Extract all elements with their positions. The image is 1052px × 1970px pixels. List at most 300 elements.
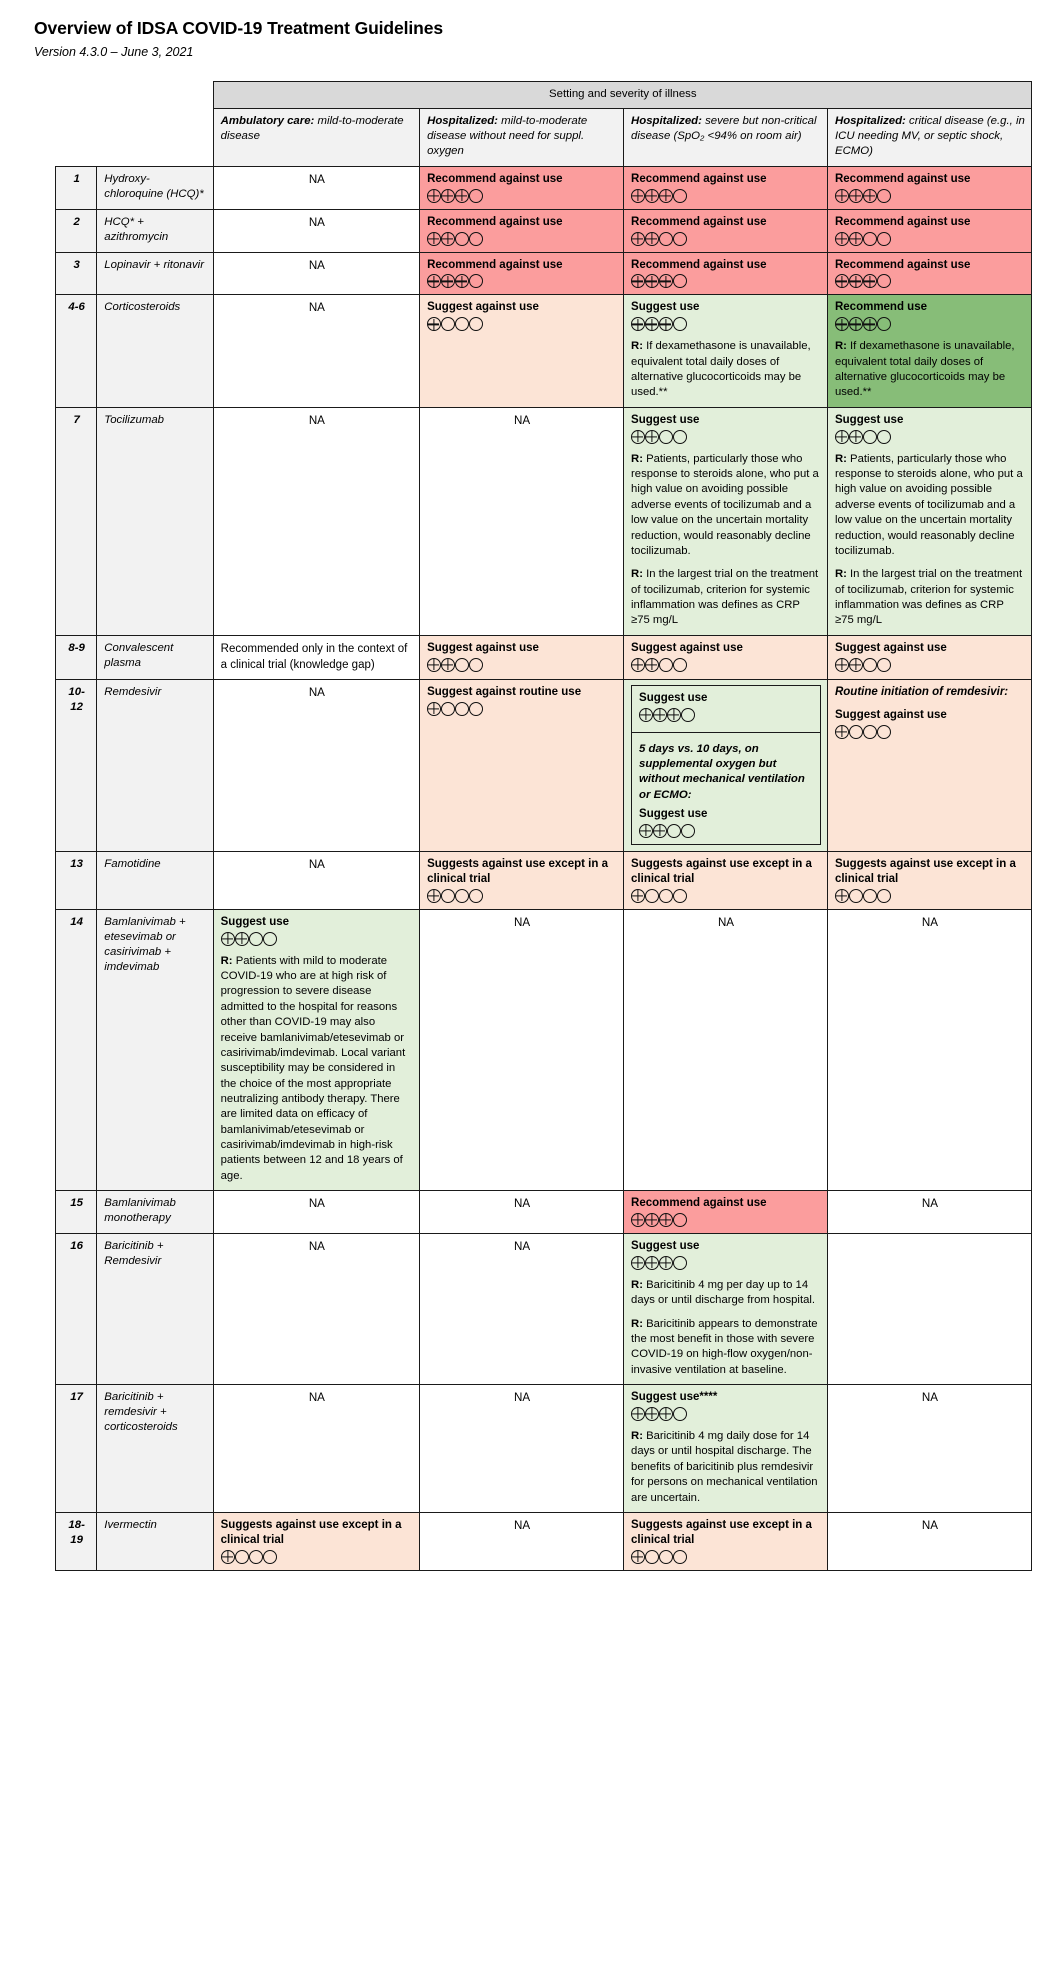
row-drug-name: Ivermectin: [97, 1512, 213, 1570]
certainty-circle: [877, 658, 891, 672]
certainty-circle: [835, 317, 849, 331]
certainty-rating: [835, 725, 1025, 739]
cell-hospitalized-severe: [624, 209, 828, 252]
certainty-circle: [659, 430, 673, 444]
certainty-rating: [639, 824, 814, 838]
row-drug-name: Hydroxy-chloroquine (HCQ)*: [97, 166, 213, 209]
certainty-circle: [631, 430, 645, 444]
certainty-circle: [835, 430, 849, 444]
certainty-rating: [427, 274, 617, 288]
recommendation-label: Suggest against use: [834, 641, 947, 654]
certainty-circle: [645, 274, 659, 288]
cell-hospitalized-severe: [624, 1512, 828, 1570]
table-row: [56, 295, 1032, 407]
cell-hospitalized-mild: [420, 1234, 624, 1385]
certainty-circle: [631, 232, 645, 246]
table-row: [56, 1234, 1032, 1385]
split-cell-top: [632, 685, 821, 732]
cell-hospitalized-mild: [420, 407, 624, 635]
certainty-circle: [645, 430, 659, 444]
certainty-circle: [441, 702, 455, 716]
cell-hospitalized-critical: [827, 909, 1031, 1190]
certainty-circle: [631, 1213, 645, 1227]
cell-na: NA: [514, 413, 531, 427]
certainty-rating: [835, 430, 1025, 444]
certainty-circle: [653, 708, 667, 722]
certainty-circle: [667, 708, 681, 722]
row-number: 1: [56, 166, 97, 209]
certainty-circle: [877, 889, 891, 903]
cell-hospitalized-critical: [827, 851, 1031, 909]
cell-hospitalized-severe: [624, 1234, 828, 1385]
certainty-circle: [673, 889, 687, 903]
recommendation-label: Recommend against use: [427, 172, 563, 185]
recommendation-label: Suggest use: [631, 413, 700, 426]
certainty-circle: [849, 658, 863, 672]
cell-na: NA: [717, 915, 735, 929]
cell-hospitalized-critical: [827, 252, 1031, 295]
cell-hospitalized-severe: [624, 295, 828, 407]
table-row: [56, 252, 1032, 295]
certainty-circle: [681, 708, 695, 722]
cell-ambulatory: [213, 407, 419, 635]
recommendation-label: Recommend against use: [631, 215, 767, 228]
cell-hospitalized-critical: [827, 166, 1031, 209]
certainty-circle: [673, 1407, 687, 1421]
certainty-circle: [673, 430, 687, 444]
recommendation-label: Suggest against use: [834, 708, 947, 721]
split-cell-bottom: [632, 732, 821, 844]
cell-na: NA: [514, 1240, 531, 1254]
cell-hospitalized-mild: [420, 679, 624, 851]
row-number: 16: [56, 1234, 97, 1385]
cell-hospitalized-critical: [827, 209, 1031, 252]
column-header-severe-strong: Hospitalized:: [631, 115, 702, 128]
column-header-mild-strong: Hospitalized:: [427, 115, 498, 128]
certainty-circle: [659, 889, 673, 903]
recommendation-label: Suggest use: [631, 301, 700, 314]
certainty-circle: [263, 1550, 277, 1564]
remark-note: R: Baricitinib appears to demonstrate the most benefit in those with severe COVID-19 on high-flow oxygen/non-invasive ventilation at baseline.: [631, 1317, 818, 1376]
guidelines-table: [55, 81, 1032, 1571]
recommendation-label: Suggest use: [631, 1240, 700, 1253]
certainty-circle: [673, 1550, 687, 1564]
certainty-rating: [427, 317, 617, 331]
table-row: [56, 1385, 1032, 1513]
certainty-circle: [645, 658, 659, 672]
certainty-circle: [681, 824, 695, 838]
certainty-circle: [877, 232, 891, 246]
certainty-rating: [427, 189, 617, 203]
table-row: [56, 166, 1032, 209]
table-row: [56, 679, 1032, 851]
italic-heading: Routine initiation of remdesivir:: [834, 685, 1009, 698]
certainty-circle: [659, 1213, 673, 1227]
certainty-circle: [877, 317, 891, 331]
certainty-circle: [659, 1550, 673, 1564]
remark-note: R: Patients, particularly those who response to steroids alone, who put a high value on avoiding possible adverse events of tocilizumab and a low value on the uncertain mortality reduction, would reasonably decline tocilizumab.: [631, 452, 819, 557]
recommendation-label: Suggest use: [834, 413, 904, 426]
recommendation-label: Suggest against use: [427, 301, 539, 314]
cell-na: NA: [921, 1391, 939, 1405]
remark-note: R: Patients with mild to moderate COVID-19 who are at high risk of progression to severe disease admitted to the hospital for reasons other than COVID-19 may also receive bamlanivimab/etesevimab or casirivimab/imdevimab. Local variant susceptibility may be considered in the choice of the most appropriate neutralizing antibody therapy. There are limited data on efficacy of bamlanivimab/etesevimab or casirivimab/imdevimab in high-risk patients between 12 and 18 years of age.: [220, 954, 406, 1182]
certainty-circle: [849, 274, 863, 288]
certainty-circle: [659, 189, 673, 203]
certainty-circle: [427, 232, 441, 246]
column-header-ambulatory-strong: Ambulatory care:: [220, 115, 315, 128]
certainty-circle: [849, 725, 863, 739]
cell-hospitalized-severe: [624, 166, 828, 209]
certainty-circle: [249, 932, 263, 946]
column-header-ambulatory: [213, 109, 419, 166]
certainty-circle: [427, 702, 441, 716]
certainty-circle: [645, 232, 659, 246]
certainty-circle: [455, 189, 469, 203]
row-number: 13: [56, 851, 97, 909]
certainty-circle: [639, 824, 653, 838]
certainty-circle: [835, 274, 849, 288]
table-head: [56, 82, 1032, 167]
certainty-circle: [849, 430, 863, 444]
certainty-circle: [659, 317, 673, 331]
certainty-circle: [673, 658, 687, 672]
cell-hospitalized-severe: [624, 909, 828, 1190]
cell-na: NA: [514, 1518, 531, 1532]
certainty-circle: [235, 932, 249, 946]
certainty-circle: [631, 274, 645, 288]
certainty-rating: [631, 274, 821, 288]
certainty-circle: [645, 889, 659, 903]
certainty-circle: [455, 658, 469, 672]
column-header-severe-rest: severe but non-critical disease (SpO₂ <94% on room air): [631, 115, 817, 143]
header-spacer-num: [56, 82, 97, 109]
cell-hospitalized-critical: [827, 295, 1031, 407]
row-drug-name: Baricitinib + Remdesivir: [97, 1234, 213, 1385]
certainty-circle: [863, 658, 877, 672]
certainty-circle: [631, 1256, 645, 1270]
remark-note: R: Baricitinib 4 mg per day up to 14 days or until discharge from hospital.: [631, 1278, 816, 1307]
certainty-circle: [263, 932, 277, 946]
cell-na: NA: [514, 1391, 531, 1405]
certainty-circle: [667, 824, 681, 838]
cell-na: NA: [514, 1197, 531, 1211]
certainty-circle: [835, 189, 849, 203]
certainty-rating: [631, 1407, 821, 1421]
recommendation-label: Recommend against use: [427, 215, 563, 228]
recommendation-label: Recommend against use: [631, 1197, 767, 1210]
certainty-circle: [863, 725, 877, 739]
header-spacer-drug: [97, 82, 213, 109]
remark-note: R: If dexamethasone is unavailable, equivalent total daily doses of alternative glucocorticoids may be used.**: [834, 340, 1015, 399]
cell-ambulatory: [213, 851, 419, 909]
certainty-circle: [863, 232, 877, 246]
certainty-circle: [659, 658, 673, 672]
row-number: 10-12: [56, 679, 97, 851]
certainty-circle: [863, 317, 877, 331]
certainty-circle: [221, 1550, 235, 1564]
table-group-header-row: [56, 82, 1032, 109]
certainty-circle: [673, 274, 687, 288]
certainty-circle: [645, 317, 659, 331]
cell-hospitalized-critical: [827, 1512, 1031, 1570]
certainty-rating: [221, 932, 413, 946]
recommendation-label: Suggest against use: [631, 641, 743, 654]
certainty-circle: [221, 932, 235, 946]
cell-ambulatory: [213, 1385, 419, 1513]
certainty-circle: [877, 430, 891, 444]
cell-hospitalized-critical: [827, 1385, 1031, 1513]
row-drug-name: Remdesivir: [97, 679, 213, 851]
certainty-circle: [863, 274, 877, 288]
certainty-circle: [631, 1407, 645, 1421]
certainty-rating: [631, 1256, 821, 1270]
certainty-circle: [835, 232, 849, 246]
recommendation-label: Suggests against use except in a clinical trial: [427, 857, 608, 885]
column-header-critical: [827, 109, 1031, 166]
cell-hospitalized-severe: [624, 1385, 828, 1513]
certainty-rating: [221, 1550, 413, 1564]
certainty-circle: [835, 889, 849, 903]
remark-note: R: Baricitinib 4 mg daily dose for 14 days or until hospital discharge. The benefits of baricitinib plus remdesivir for persons on mechanical ventilation are uncertain.: [631, 1430, 818, 1504]
cell-hospitalized-severe: [624, 407, 828, 635]
certainty-rating: [631, 232, 821, 246]
cell-hospitalized-severe: [624, 679, 828, 851]
certainty-circle: [835, 725, 849, 739]
certainty-circle: [639, 708, 653, 722]
recommendation-label: Suggest use: [220, 915, 290, 928]
cell-text: Recommended only in the context of a clinical trial (knowledge gap): [220, 642, 408, 671]
row-number: 2: [56, 209, 97, 252]
row-number: 18-19: [56, 1512, 97, 1570]
certainty-circle: [631, 189, 645, 203]
recommendation-label: Suggests against use except in a clinical trial: [834, 857, 1016, 885]
certainty-circle: [469, 189, 483, 203]
certainty-rating: [835, 889, 1025, 903]
column-header-critical-rest: critical disease (e.g., in ICU needing MV, or septic shock, ECMO): [834, 115, 1025, 158]
recommendation-label: Suggest against use: [427, 641, 539, 654]
certainty-circle: [659, 232, 673, 246]
certainty-circle: [659, 274, 673, 288]
cell-hospitalized-critical: [827, 1234, 1031, 1385]
certainty-circle: [441, 658, 455, 672]
table-row: [56, 209, 1032, 252]
certainty-circle: [849, 189, 863, 203]
remark-note: R: In the largest trial on the treatment of tocilizumab, criterion for systemic inflammation was defines as CRP ≥75 mg/L: [834, 568, 1023, 627]
row-number: 14: [56, 909, 97, 1190]
certainty-circle: [469, 232, 483, 246]
table-row: [56, 909, 1032, 1190]
remark-note: R: Patients, particularly those who response to steroids alone, who put a high value on avoiding possible adverse events of tocilizumab and a low value on the uncertain mortality reduction, would reasonably decline tocilizumab.: [834, 452, 1023, 557]
table-row: [56, 635, 1032, 679]
cell-ambulatory: [213, 209, 419, 252]
recommendation-label: Suggest use: [639, 691, 708, 704]
certainty-rating: [631, 1213, 821, 1227]
certainty-rating: [631, 658, 821, 672]
remark-note: R: If dexamethasone is unavailable, equivalent total daily doses of alternative glucocorticoids may be used.**: [631, 340, 811, 399]
certainty-circle: [863, 189, 877, 203]
row-drug-name: Bamlanivimab + etesevimab or casirivimab + imdevimab: [97, 909, 213, 1190]
cell-hospitalized-critical: [827, 1191, 1031, 1234]
column-header-critical-strong: Hospitalized:: [834, 115, 906, 128]
sub-heading: 5 days vs. 10 days, on supplemental oxygen but without mechanical ventilation or ECMO:: [639, 742, 805, 801]
cell-ambulatory: [213, 679, 419, 851]
cell-na: NA: [308, 857, 325, 871]
certainty-rating: [631, 889, 821, 903]
certainty-circle: [877, 274, 891, 288]
certainty-circle: [469, 317, 483, 331]
certainty-rating: [427, 889, 617, 903]
recommendation-label: Suggest against routine use: [427, 685, 582, 698]
row-drug-name: Lopinavir + ritonavir: [97, 252, 213, 295]
certainty-circle: [427, 658, 441, 672]
row-drug-name: Convalescent plasma: [97, 635, 213, 679]
certainty-rating: [631, 317, 821, 331]
recommendation-label: Suggest use****: [631, 1391, 718, 1404]
recommendation-label: Suggests against use except in a clinical trial: [631, 1518, 812, 1546]
certainty-circle: [849, 317, 863, 331]
cell-na: NA: [921, 1197, 939, 1211]
certainty-circle: [455, 702, 469, 716]
certainty-circle: [653, 824, 667, 838]
cell-hospitalized-mild: [420, 635, 624, 679]
certainty-circle: [631, 1550, 645, 1564]
cell-hospitalized-severe: [624, 1191, 828, 1234]
certainty-circle: [455, 317, 469, 331]
cell-na: NA: [921, 915, 939, 929]
row-drug-name: Baricitinib + remdesivir + corticosteroids: [97, 1385, 213, 1513]
recommendation-label: Recommend against use: [834, 215, 971, 228]
certainty-circle: [631, 658, 645, 672]
certainty-circle: [659, 1407, 673, 1421]
certainty-circle: [455, 232, 469, 246]
cell-hospitalized-critical: [827, 679, 1031, 851]
certainty-circle: [673, 1213, 687, 1227]
certainty-rating: [631, 430, 821, 444]
certainty-rating: [631, 1550, 821, 1564]
page-title: Overview of IDSA COVID-19 Treatment Guidelines: [34, 18, 444, 38]
certainty-rating: [427, 232, 617, 246]
document-version: Version 4.3.0 – June 3, 2021: [34, 45, 194, 59]
cell-na: NA: [308, 301, 325, 315]
cell-na: NA: [308, 1240, 325, 1254]
certainty-circle: [849, 232, 863, 246]
certainty-circle: [863, 889, 877, 903]
certainty-circle: [673, 189, 687, 203]
table-row: [56, 851, 1032, 909]
row-drug-name: Bamlanivimab monotherapy: [97, 1191, 213, 1234]
cell-na: NA: [308, 215, 325, 229]
cell-hospitalized-mild: [420, 166, 624, 209]
certainty-circle: [877, 189, 891, 203]
certainty-circle: [673, 1256, 687, 1270]
cell-na: NA: [921, 1518, 939, 1532]
certainty-circle: [441, 889, 455, 903]
split-cell: [631, 685, 821, 845]
cell-hospitalized-mild: [420, 295, 624, 407]
cell-hospitalized-mild: [420, 1512, 624, 1570]
certainty-circle: [455, 889, 469, 903]
recommendation-label: Recommend against use: [427, 258, 563, 271]
certainty-circle: [469, 702, 483, 716]
cell-na: NA: [514, 915, 531, 929]
setting-severity-header: Setting and severity of illness: [213, 82, 1031, 109]
cell-ambulatory: [213, 635, 419, 679]
cell-ambulatory: [213, 166, 419, 209]
certainty-circle: [645, 189, 659, 203]
certainty-circle: [469, 889, 483, 903]
cell-hospitalized-mild: [420, 1385, 624, 1513]
cell-hospitalized-critical: [827, 407, 1031, 635]
certainty-rating: [835, 274, 1025, 288]
column-header-mild: [420, 109, 624, 166]
column-header-ambulatory-rest: mild-to-moderate disease: [220, 115, 404, 143]
table-row: [56, 407, 1032, 635]
recommendation-label: Recommend against use: [834, 258, 971, 271]
certainty-circle: [631, 317, 645, 331]
cell-ambulatory: [213, 252, 419, 295]
cell-hospitalized-mild: [420, 252, 624, 295]
column-header-severe: [624, 109, 828, 166]
certainty-circle: [441, 317, 455, 331]
certainty-circle: [645, 1550, 659, 1564]
cell-ambulatory: [213, 295, 419, 407]
recommendation-label: Recommend against use: [834, 172, 971, 185]
certainty-circle: [673, 317, 687, 331]
row-number: 17: [56, 1385, 97, 1513]
recommendation-label: Recommend against use: [631, 172, 767, 185]
recommendation-label: Suggests against use except in a clinical trial: [631, 857, 812, 885]
row-number: 4-6: [56, 295, 97, 407]
certainty-rating: [835, 658, 1025, 672]
cell-na: NA: [308, 413, 325, 427]
certainty-circle: [455, 274, 469, 288]
row-drug-name: HCQ* + azithromycin: [97, 209, 213, 252]
certainty-rating: [835, 189, 1025, 203]
certainty-circle: [441, 274, 455, 288]
certainty-circle: [249, 1550, 263, 1564]
certainty-circle: [427, 189, 441, 203]
cell-ambulatory: [213, 909, 419, 1190]
certainty-rating: [427, 658, 617, 672]
certainty-circle: [469, 274, 483, 288]
certainty-rating: [835, 232, 1025, 246]
cell-na: NA: [308, 172, 325, 186]
header-spacer-num-2: [56, 109, 97, 166]
row-drug-name: Corticosteroids: [97, 295, 213, 407]
recommendation-label: Recommend against use: [631, 258, 767, 271]
cell-hospitalized-severe: [624, 635, 828, 679]
certainty-circle: [849, 889, 863, 903]
certainty-circle: [441, 232, 455, 246]
certainty-circle: [427, 317, 441, 331]
row-number: 15: [56, 1191, 97, 1234]
cell-ambulatory: [213, 1191, 419, 1234]
row-drug-name: Famotidine: [97, 851, 213, 909]
cell-hospitalized-critical: [827, 635, 1031, 679]
row-number: 8-9: [56, 635, 97, 679]
cell-na: NA: [308, 1391, 325, 1405]
remark-note: R: In the largest trial on the treatment of tocilizumab, criterion for systemic inflammation was defines as CRP ≥75 mg/L: [631, 568, 819, 627]
certainty-circle: [235, 1550, 249, 1564]
cell-ambulatory: [213, 1512, 419, 1570]
cell-ambulatory: [213, 1234, 419, 1385]
recommendation-label: Recommend use: [834, 301, 927, 314]
table-row: [56, 1191, 1032, 1234]
cell-hospitalized-severe: [624, 851, 828, 909]
certainty-circle: [863, 430, 877, 444]
cell-hospitalized-mild: [420, 909, 624, 1190]
certainty-circle: [835, 658, 849, 672]
